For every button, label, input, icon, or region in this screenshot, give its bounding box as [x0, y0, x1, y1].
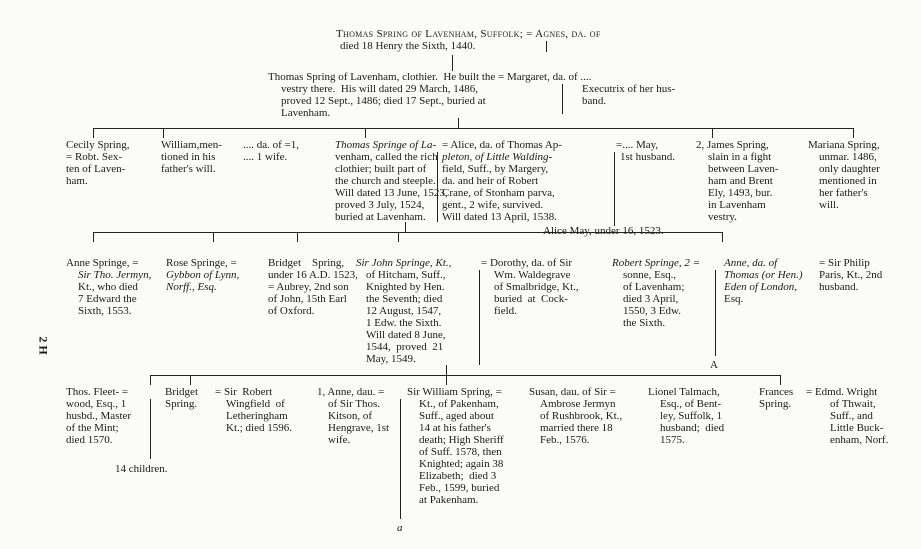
text-line: Sir William Spring, = [407, 386, 502, 398]
text-line: Crane, of Stonham parva, [442, 187, 555, 199]
text-line: died 1570. [66, 434, 113, 446]
text-line: unmar. 1486, [819, 151, 877, 163]
text-line: Rose Springe, = [166, 257, 237, 269]
drop-frances [780, 375, 781, 385]
text-line: pleton, of Little Walding- [442, 151, 553, 163]
drop-mariana [853, 128, 854, 138]
gen1-connector [546, 41, 547, 52]
text-line: field, Suff., by Margery, [442, 163, 549, 175]
text-line: died 3 April, [623, 293, 679, 305]
text-line: Sir Tho. Jermyn, [78, 269, 152, 281]
gen4-sibling-bar [93, 232, 722, 233]
text-line: of Oxford. [268, 305, 315, 317]
text-line: Bridget Spring, [268, 257, 345, 269]
text-line: only daughter [819, 163, 880, 175]
text-line: .... 1 wife. [243, 151, 288, 163]
text-line: Norff., Esq. [166, 281, 217, 293]
text-line: Mariana Spring, [808, 139, 880, 151]
text-line: slain in a fight [708, 151, 772, 163]
drop-bridget [297, 232, 298, 242]
text-line: of Sir Thos. [328, 398, 381, 410]
text-line: Spring. [165, 398, 198, 410]
text-line: 2, James Spring, [696, 139, 769, 151]
john-dorothy-connector [479, 270, 480, 365]
text-line: Letheringham [226, 410, 288, 422]
gen5-sibling-bar [150, 375, 780, 376]
text-line: 1, Anne, dau. = [317, 386, 385, 398]
text-line: Ely, 1493, bur. [708, 187, 773, 199]
text-line: Susan, dau. of Sir = [529, 386, 616, 398]
text-line: field. [494, 305, 517, 317]
text-line: Kitson, of [328, 410, 372, 422]
text-line: 1575. [660, 434, 685, 446]
text-line: 7 Edward the [78, 293, 137, 305]
text-line: = Alice, da. of Thomas Ap- [442, 139, 562, 151]
text-line: 1544, proved 21 [366, 341, 444, 353]
text-line: Gybbon of Lynn, [166, 269, 240, 281]
text-line: buried at Lavenham. [335, 211, 426, 223]
text-line: ley, Suffolk, 1 [660, 410, 723, 422]
drop-anne [93, 232, 94, 242]
text-line: Bridget [165, 386, 198, 398]
william-issue-mark: a [397, 522, 403, 534]
text-line: of Lavenham; [623, 281, 685, 293]
text-line: Paris, Kt., 2nd [819, 269, 883, 281]
text-line: mentioned in [819, 175, 877, 187]
gen2-descent [458, 118, 459, 128]
text-line: 1st husband. [620, 151, 675, 163]
text-line: Ambrose Jermyn [540, 398, 616, 410]
text-line: venham, called the rich [335, 151, 438, 163]
gen4-descent [446, 365, 447, 375]
text-line: the Seventh; died [366, 293, 443, 305]
text-line: Suff., and [830, 410, 873, 422]
text-line: Suff., aged about [419, 410, 494, 422]
text-line: = Sir Robert [215, 386, 273, 398]
gen2-line-4: Lavenham. [281, 107, 331, 119]
robert-anne-connector [715, 270, 716, 356]
text-line: Thomas (or Hen.) [724, 269, 803, 281]
text-line: Sir John Springe, Kt., [356, 257, 452, 269]
text-line: = Edmd. Wright [806, 386, 878, 398]
signature-mark: 2 H [36, 336, 51, 355]
text-line: .... da. of =1, [243, 139, 299, 151]
drop-john [398, 232, 399, 242]
text-line: husbd., Master [66, 410, 132, 422]
text-line: Robert Springe, 2 = [612, 257, 701, 269]
text-line: ten of Laven- [66, 163, 126, 175]
text-line: ham and Brent [708, 175, 773, 187]
text-line: husband. [819, 281, 859, 293]
text-line: May, 1549. [366, 353, 416, 365]
text-line: Knighted; again 38 [419, 458, 504, 470]
text-line: Will dated 13 June, 1523, [335, 187, 448, 199]
text-line: 14 at his father's [419, 422, 491, 434]
gen2-line-3: proved 12 Sept., 1486; died 17 Sept., buried at [281, 95, 486, 107]
fourteen-children: 14 children. [115, 463, 168, 475]
gen1-descent [452, 55, 453, 71]
thomas-alice-connector [437, 152, 438, 222]
text-line: Hengrave, 1st [328, 422, 390, 434]
gen2-wife-line-3: band. [582, 95, 607, 107]
text-line: Wm. Waldegrave [494, 269, 571, 281]
text-line: Esq., of Bent- [660, 398, 722, 410]
text-line: at Pakenham. [419, 494, 479, 506]
gen2-connector [562, 84, 563, 114]
drop-thomas [365, 128, 366, 138]
alice-may-note: Alice May, under 16, 1523. [543, 225, 664, 237]
text-line: Thos. Fleet- = [66, 386, 129, 398]
text-line: death; High Sheriff [419, 434, 504, 446]
text-line: Anne, da. of [724, 257, 778, 269]
text-line: 1550, 3 Edw. [623, 305, 681, 317]
text-line: buried at Cock- [494, 293, 568, 305]
text-line: Will dated 13 April, 1538. [442, 211, 558, 223]
text-line: under 16 A.D. 1523, [268, 269, 358, 281]
text-line: Esq. [724, 293, 744, 305]
text-line: enham, Norf. [830, 434, 889, 446]
text-line: 12 August, 1547, [366, 305, 442, 317]
text-line: married there 18 [540, 422, 613, 434]
text-line: Lionel Talmach, [648, 386, 720, 398]
gen3-sibling-bar [93, 128, 854, 129]
text-line: Will dated 8 June, [366, 329, 446, 341]
text-line: Spring. [759, 398, 792, 410]
text-line: = Sir Philip [819, 257, 870, 269]
william-descent [400, 399, 401, 519]
text-line: husband; died [660, 422, 725, 434]
text-line: =.... May, [616, 139, 659, 151]
drop-james [712, 128, 713, 138]
text-line: da. and heir of Robert [442, 175, 539, 187]
text-line: of Smalbridge, Kt., [494, 281, 579, 293]
drop-william [163, 128, 164, 138]
text-line: Frances [759, 386, 794, 398]
text-line: wood, Esq., 1 [66, 398, 127, 410]
text-line: clothier; built part of [335, 163, 427, 175]
drop-robert [722, 232, 723, 242]
text-line: Kt., of Pakenham, [419, 398, 499, 410]
text-line: will. [819, 199, 839, 211]
text-line: Wingfield of [226, 398, 285, 410]
text-line: father's will. [161, 163, 216, 175]
text-line: Elizabeth; died 3 [419, 470, 497, 482]
gen2-wife-line-2: Executrix of her hus- [582, 83, 676, 95]
text-line: of the Mint; [66, 422, 119, 434]
text-line: Kt., who died [78, 281, 138, 293]
alice-may-connector [614, 152, 615, 226]
text-line: vestry. [708, 211, 737, 223]
text-line: of Rushbrook, Kt., [540, 410, 623, 422]
text-line: Feb., 1576. [540, 434, 590, 446]
text-line: tioned in his [161, 151, 216, 163]
text-line: of Suff. 1578, then [419, 446, 502, 458]
text-line: Feb., 1599, buried [419, 482, 500, 494]
gen3-descent [405, 222, 406, 232]
text-line: gent., 2 wife, survived. [442, 199, 544, 211]
text-line: Kt.; died 1596. [226, 422, 292, 434]
text-line: = Aubrey, 2nd son [268, 281, 349, 293]
text-line: Anne Springe, = [66, 257, 139, 269]
text-line: = Robt. Sex- [66, 151, 123, 163]
text-line: the church and steeple. [335, 175, 436, 187]
text-line: her father's [819, 187, 868, 199]
text-line: proved 3 July, 1524, [335, 199, 425, 211]
text-line: 1 Edw. the Sixth. [366, 317, 442, 329]
text-line: Sixth, 1553. [78, 305, 132, 317]
drop-fleetwood-line [150, 375, 151, 385]
drop-cecily [93, 128, 94, 138]
text-line: Knighted by Hen. [366, 281, 445, 293]
drop-bridget-2 [190, 375, 191, 385]
gen2-line-1: Thomas Spring of Lavenham, clothier. He built the = Margaret, da. of .... [268, 71, 592, 83]
text-line: = Dorothy, da. of Sir [481, 257, 573, 269]
text-line: of John, 15th Earl [268, 293, 347, 305]
text-line: sonne, Esq., [623, 269, 677, 281]
text-line: Little Buck- [830, 422, 884, 434]
text-line: Thomas Springe of La- [335, 139, 437, 151]
text-line: of Hitcham, Suff., [366, 269, 446, 281]
drop-rose [213, 232, 214, 242]
text-line: in Lavenham [708, 199, 766, 211]
text-line: Cecily Spring, [66, 139, 130, 151]
gen1-line-2: died 18 Henry the Sixth, 1440. [340, 40, 476, 52]
text-line: wife. [328, 434, 351, 446]
robert-issue-mark: A [710, 359, 718, 371]
gen2-line-2: vestry there. His will dated 29 March, 1486, [281, 83, 479, 95]
fleetwood-connector [150, 399, 151, 459]
text-line: ham. [66, 175, 88, 187]
drop-william [446, 375, 447, 385]
text-line: of Thwait, [830, 398, 876, 410]
text-line: William,men- [161, 139, 222, 151]
text-line: Eden of London, [724, 281, 798, 293]
text-line: between Laven- [708, 163, 779, 175]
text-line: the Sixth. [623, 317, 666, 329]
gen1-line-1: Thomas Spring of Lavenham, Suffolk; = Agnes, da. of [336, 28, 601, 40]
